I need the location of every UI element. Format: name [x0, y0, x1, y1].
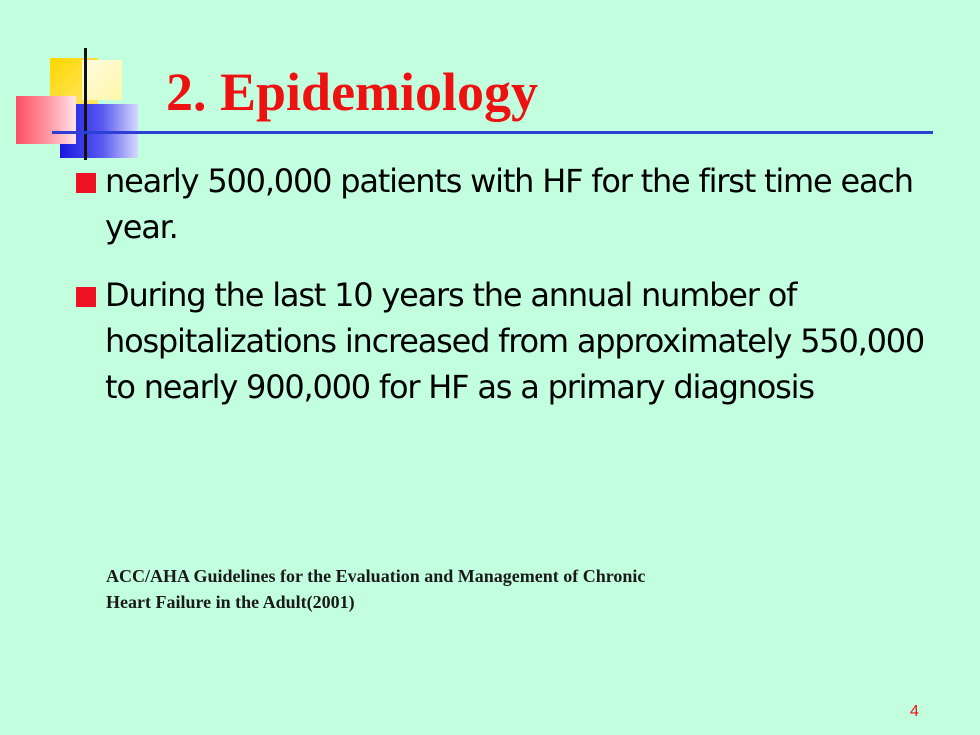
logo-vertical-line: [84, 48, 87, 160]
logo-pink-square: [16, 96, 76, 144]
slide-title: 2. Epidemiology: [166, 62, 539, 122]
square-bullet-icon: [76, 287, 96, 307]
citation: [106, 563, 866, 615]
bullet-list: [70, 158, 930, 432]
logo-light-square: [82, 60, 122, 100]
bullet-item: [70, 158, 930, 250]
bullet-text: During the last 10 years the annual number of hospitalizations increased from approximately 550,000 to nearly 900,000 for HF as a primary diagnosis: [105, 276, 925, 406]
citation-line-1: ACC/AHA Guidelines for the Evaluation and Management of Chronic: [106, 566, 646, 586]
citation-line-2: Heart Failure in the Adult(2001): [106, 592, 355, 612]
page-number: 4: [910, 703, 919, 720]
square-bullet-icon: [76, 173, 96, 193]
bullet-text: nearly 500,000 patients with HF for the first time each year.: [105, 162, 913, 246]
title-underline: [52, 131, 933, 134]
bullet-item: [70, 272, 930, 410]
